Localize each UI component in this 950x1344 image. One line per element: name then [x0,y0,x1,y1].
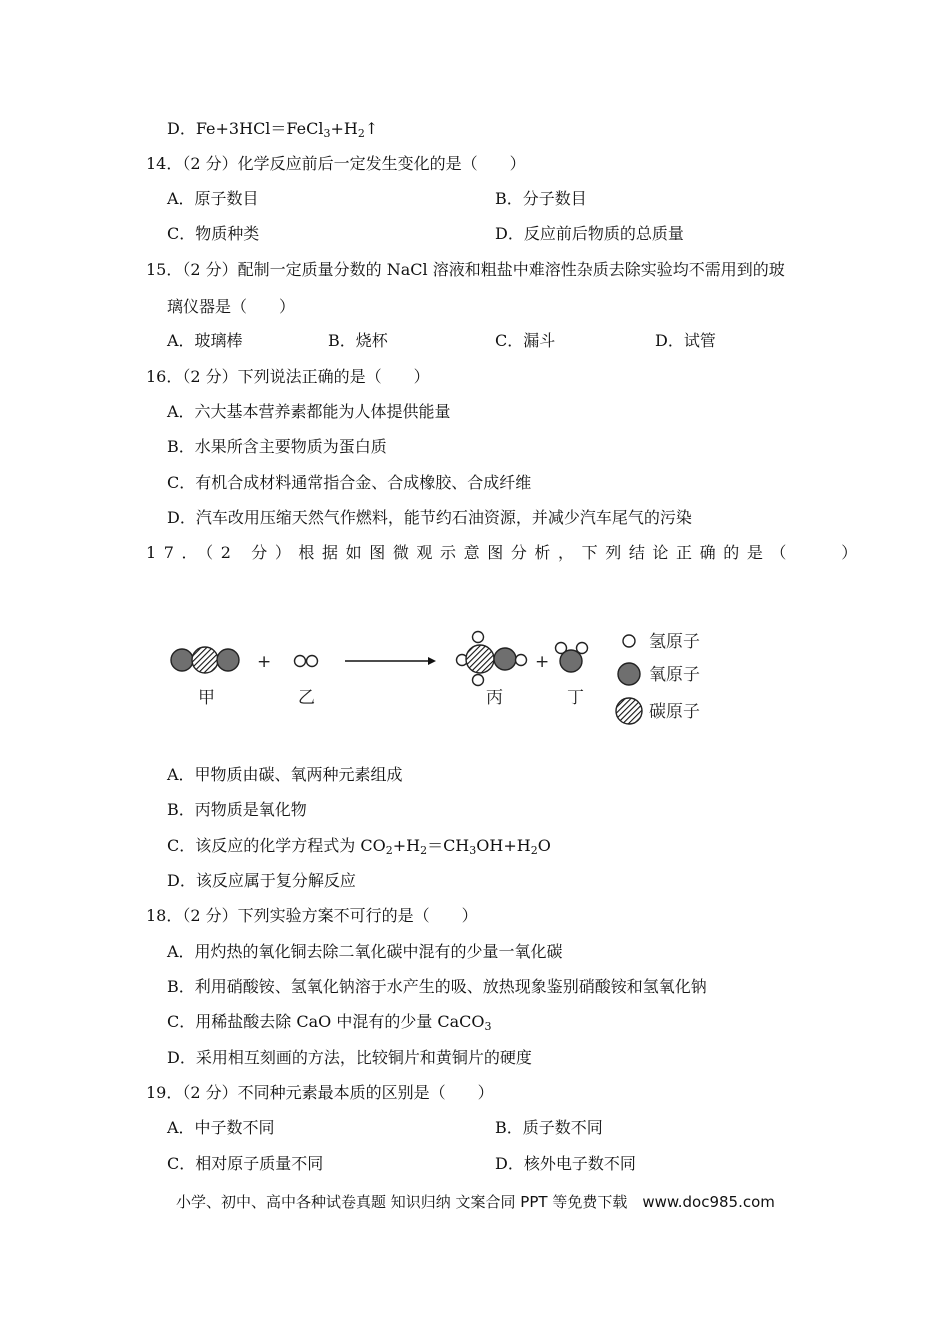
q14-option-d: D．反应前后物质的总质量 [495,224,684,243]
reaction-diagram [160,620,730,730]
legend-carbon-icon [616,698,642,724]
legend-hydrogen-label: 氢原子 [649,632,700,652]
carbon-atom [466,645,494,673]
q16-option-a: A．六大基本营养素都能为人体提供能量 [167,402,451,421]
q18-option-d: D．采用相互刻画的方法，比较铜片和黄铜片的硬度 [167,1048,532,1067]
q19-option-d: D．核外电子数不同 [495,1154,636,1173]
q15-stem-line2: 璃仪器是（ ） [167,297,296,316]
q18-option-c: C．用稀盐酸去除 CaO 中混有的少量 CaCO$_3$ [167,1012,492,1033]
hydrogen-atom [295,656,306,667]
label-yi: 乙 [298,688,315,708]
label-jia: 甲 [198,688,215,708]
q15-option-d: D．试管 [655,331,716,350]
page-footer: 小学、初中、高中各种试卷真题 知识归纳 文案合同 PPT 等免费下载 www.doc985.com [176,1193,775,1211]
legend-oxygen-icon [618,663,640,685]
q19-option-a: A．中子数不同 [167,1118,275,1137]
q18-stem: 18．（2 分）下列实验方案不可行的是（ ） [146,906,478,925]
q13-option-d: D．$Fe+3HCl=FeCl_3+H_2↑$ [167,119,379,140]
q16-stem: 16．（2 分）下列说法正确的是（ ） [146,367,430,386]
plus-sign-1: + [257,652,272,672]
label-bing: 丙 [486,688,503,708]
molecule-bing [457,632,527,686]
molecule-ding [556,643,588,673]
q17-stem: 17．（2 分）根据如图微观示意图分析，下列结论正确的是（ ） [146,543,865,562]
carbon-atom [192,647,218,673]
q15-option-a: A．玻璃棒 [167,331,243,350]
hydrogen-atom [473,632,484,643]
oxygen-atom [560,650,582,672]
q17-option-d: D．该反应属于复分解反应 [167,871,356,890]
legend-hydrogen-icon [623,635,635,647]
q19-stem: 19．（2 分）不同种元素最本质的区别是（ ） [146,1083,494,1102]
q19-option-b: B．质子数不同 [495,1118,603,1137]
q17-option-a: A．甲物质由碳、氧两种元素组成 [167,765,403,784]
q17-option-c: C．该反应的化学方程式为 $CO_2+H_2=CH_3OH+H_2O$ [167,836,551,857]
hydrogen-atom [516,655,527,666]
q18-option-b: B．利用硝酸铵、氢氧化钠溶于水产生的吸、放热现象鉴别硝酸铵和氢氧化钠 [167,977,707,996]
oxygen-atom [171,649,193,671]
legend-oxygen-label: 氧原子 [649,665,700,685]
hydrogen-atom [307,656,318,667]
q14-stem: 14．（2 分）化学反应前后一定发生变化的是（ ） [146,154,526,173]
plus-sign-2: + [535,652,550,672]
q16-option-c: C．有机合成材料通常指合金、合成橡胶、合成纤维 [167,473,532,492]
q17-option-b: B．丙物质是氧化物 [167,800,307,819]
oxygen-atom [494,648,516,670]
oxygen-atom [217,649,239,671]
q16-option-b: B．水果所含主要物质为蛋白质 [167,437,387,456]
legend-carbon-label: 碳原子 [649,702,700,722]
molecule-jia [171,647,239,673]
molecule-yi [295,656,318,667]
q19-option-c: C．相对原子质量不同 [167,1154,324,1173]
legend [616,632,700,724]
q15-stem-line1: 15．（2 分）配制一定质量分数的 NaCl 溶液和粗盐中难溶性杂质去除实验均不需用到的玻 [146,260,785,279]
hydrogen-atom [473,675,484,686]
q18-option-a: A．用灼热的氧化铜去除二氧化碳中混有的少量一氧化碳 [167,942,563,961]
q14-option-b: B．分子数目 [495,189,587,208]
label-ding: 丁 [567,688,584,708]
q15-option-b: B．烧杯 [328,331,388,350]
q14-option-c: C．物质种类 [167,224,260,243]
q14-option-a: A．原子数目 [167,189,259,208]
reaction-arrow [345,657,436,665]
q15-option-c: C．漏斗 [495,331,556,350]
q16-option-d: D．汽车改用压缩天然气作燃料，能节约石油资源，并减少汽车尾气的污染 [167,508,692,527]
